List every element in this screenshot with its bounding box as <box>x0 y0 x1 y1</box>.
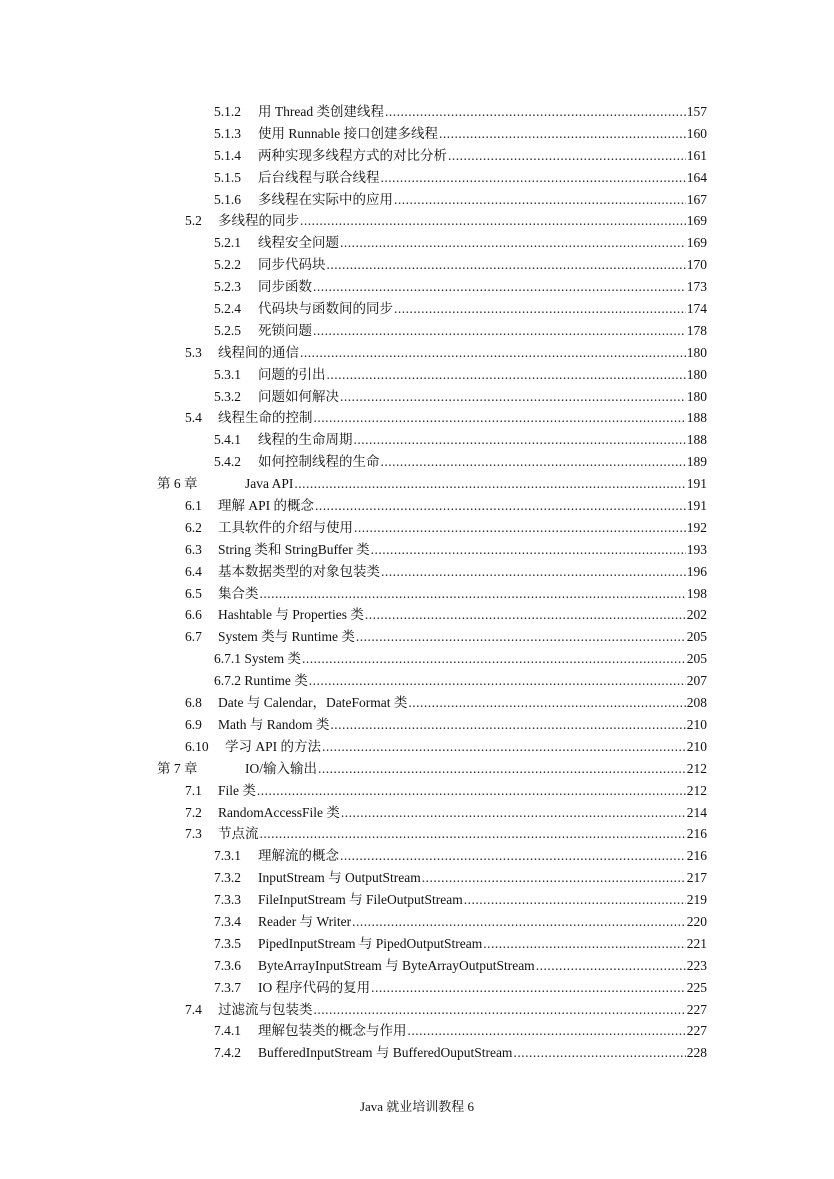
dot-leader <box>536 955 686 977</box>
toc-title: 理解 API 的概念 <box>218 498 315 514</box>
dot-leader <box>340 386 686 408</box>
toc-entry-line <box>185 604 707 626</box>
dot-leader <box>300 210 686 232</box>
toc-entry[interactable] <box>0 583 834 605</box>
toc-title: ByteArrayInputStream 与 ByteArrayOutputStream <box>258 957 535 973</box>
dot-leader <box>385 101 686 123</box>
toc-number: 7.3.4 <box>214 913 241 929</box>
toc-page-number: 191 <box>686 498 707 514</box>
toc-entry[interactable] <box>0 210 834 232</box>
toc-entry[interactable] <box>0 189 834 211</box>
toc-page-number: 169 <box>686 213 707 229</box>
dot-leader <box>314 407 686 429</box>
toc-title: 学习 API 的方法 <box>225 738 322 754</box>
toc-entry-line <box>214 364 707 386</box>
toc-entry[interactable] <box>0 758 834 780</box>
toc-entry-line <box>185 583 707 605</box>
toc-title: 用 Thread 类创建线程 <box>258 104 384 119</box>
toc-entry-line <box>185 736 707 758</box>
toc-title: 同步代码块 <box>258 257 326 273</box>
toc-number: 7.1 <box>185 782 202 798</box>
toc-entry[interactable] <box>0 561 834 583</box>
toc-entry-line <box>185 407 707 429</box>
toc-number: 5.1.4 <box>214 147 241 163</box>
dot-leader <box>260 583 686 605</box>
toc-number: 5.1.6 <box>214 191 241 207</box>
toc-entry-line <box>185 823 707 845</box>
toc-number: 6.7 <box>185 629 202 645</box>
dot-leader <box>408 692 685 714</box>
toc-number: 5.4.2 <box>214 454 241 470</box>
dot-leader <box>330 714 685 736</box>
toc-title: PipedInputStream 与 PipedOutputStream <box>258 935 483 951</box>
toc-number: 5.3.2 <box>214 388 241 404</box>
toc-title: 集合类 <box>218 585 259 601</box>
toc-page-number: 196 <box>686 563 707 579</box>
toc-title: 使用 Runnable 接口创建多线程 <box>258 125 438 141</box>
toc-page-number: 188 <box>686 410 707 426</box>
toc-page-number: 216 <box>686 848 707 864</box>
toc-title: InputStream 与 OutputStream <box>258 870 421 886</box>
toc-entry-line <box>214 189 707 211</box>
toc-entry[interactable] <box>0 386 834 408</box>
toc-entry[interactable] <box>0 670 834 692</box>
toc-entry[interactable] <box>0 364 834 386</box>
toc-title: 6.7.1 System 类 <box>214 651 302 667</box>
dot-leader <box>322 736 686 758</box>
toc-title: BufferedInputStream 与 BufferedOuputStream <box>258 1045 513 1061</box>
toc-title: 多线程在实际中的应用 <box>258 191 393 207</box>
toc-entry-line <box>214 386 707 408</box>
toc-entry[interactable] <box>0 1020 834 1042</box>
toc-entry[interactable] <box>0 254 834 276</box>
toc-title: FileInputStream 与 FileOutputStream <box>258 892 463 908</box>
dot-leader <box>381 167 686 189</box>
toc-title: 后台线程与联合线程 <box>258 169 380 185</box>
toc-number: 6.5 <box>185 585 202 601</box>
toc-page-number: 205 <box>686 629 707 645</box>
toc-title: Java API <box>245 476 294 492</box>
toc-page-number: 160 <box>686 125 707 141</box>
toc-entry[interactable] <box>0 867 834 889</box>
toc-number: 7.4.2 <box>214 1045 241 1061</box>
toc-page-number: 225 <box>686 979 707 995</box>
toc-page-number: 210 <box>686 738 707 754</box>
dot-leader <box>381 561 686 583</box>
dot-leader <box>318 758 686 780</box>
toc-entry[interactable] <box>0 714 834 736</box>
toc-entry-line <box>185 626 707 648</box>
toc-page-number: 217 <box>686 870 707 886</box>
toc-number: 7.2 <box>185 804 202 820</box>
toc-page-number: 227 <box>686 1023 707 1039</box>
toc-page-number: 173 <box>686 279 707 295</box>
dot-leader <box>448 145 686 167</box>
toc-title: Hashtable 与 Properties 类 <box>218 607 364 623</box>
toc-page-number: 223 <box>686 957 707 973</box>
toc-title: 过滤流与包装类 <box>218 1001 313 1017</box>
toc-number: 5.2.3 <box>214 279 241 295</box>
toc-entry[interactable] <box>0 429 834 451</box>
toc-page-number: 228 <box>686 1045 707 1061</box>
dot-leader <box>327 364 686 386</box>
toc-number: 6.2 <box>185 519 202 535</box>
toc-entry-line <box>185 561 707 583</box>
toc-page-number: 210 <box>686 716 707 732</box>
dot-leader <box>356 626 686 648</box>
toc-page-number: 164 <box>686 169 707 185</box>
toc-title: System 类与 Runtime 类 <box>218 629 355 645</box>
toc-page-number: 205 <box>686 651 707 667</box>
toc-page-number: 212 <box>686 782 707 798</box>
toc-number: 7.3.1 <box>214 848 241 864</box>
toc-entry[interactable] <box>0 802 834 824</box>
toc-page-number: 174 <box>686 301 707 317</box>
dot-leader <box>341 802 686 824</box>
dot-leader <box>257 780 686 802</box>
toc-entry[interactable] <box>0 517 834 539</box>
toc-entry[interactable] <box>0 889 834 911</box>
dot-leader <box>294 473 685 495</box>
toc-page-number: 212 <box>686 760 707 776</box>
toc-entry-line <box>214 276 707 298</box>
toc-page-number: 188 <box>686 432 707 448</box>
toc-entry[interactable] <box>0 101 834 123</box>
toc-entry-line <box>214 254 707 276</box>
toc-entry[interactable] <box>0 736 834 758</box>
dot-leader <box>439 123 686 145</box>
dot-leader <box>371 539 686 561</box>
toc-entry[interactable] <box>0 692 834 714</box>
toc-number: 5.4.1 <box>214 432 241 448</box>
toc-page-number: 191 <box>686 476 707 492</box>
toc-title: 6.7.2 Runtime 类 <box>214 673 308 689</box>
dot-leader <box>302 648 686 670</box>
dot-leader <box>408 1020 686 1042</box>
toc-title: 同步函数 <box>258 279 312 295</box>
toc-page-number: 220 <box>686 913 707 929</box>
toc-entry[interactable] <box>0 167 834 189</box>
toc-number: 5.2.2 <box>214 257 241 273</box>
toc-number: 7.3.5 <box>214 935 241 951</box>
toc-entry[interactable] <box>0 232 834 254</box>
toc-entry-line <box>214 232 707 254</box>
toc-entry-line <box>185 999 707 1021</box>
toc-entry-line <box>185 714 707 736</box>
toc-entry-line <box>157 758 707 780</box>
dot-leader <box>300 342 686 364</box>
toc-entry[interactable] <box>0 451 834 473</box>
toc-title: Reader 与 Writer <box>258 913 352 929</box>
toc-page-number: 170 <box>686 257 707 273</box>
dot-leader <box>394 189 686 211</box>
toc-title: 工具软件的介绍与使用 <box>218 519 353 535</box>
toc-entry-line <box>214 1042 707 1064</box>
toc-entry-line <box>214 451 707 473</box>
toc-entry-line <box>157 473 707 495</box>
toc-number: 7.3.6 <box>214 957 241 973</box>
toc-number: 5.1.2 <box>214 104 241 119</box>
toc-title: 多线程的同步 <box>218 213 299 229</box>
toc-title: IO/输入输出 <box>245 760 317 776</box>
toc-entry[interactable] <box>0 320 834 342</box>
toc-entry-line <box>214 320 707 342</box>
toc-page-number: 180 <box>686 344 707 360</box>
toc-entry[interactable] <box>0 648 834 670</box>
toc-entry-line <box>214 867 707 889</box>
toc-page-number: 189 <box>686 454 707 470</box>
toc-entry[interactable] <box>0 977 834 999</box>
toc-entry[interactable] <box>0 407 834 429</box>
toc-title: 线程的生命周期 <box>258 432 353 448</box>
dot-leader <box>483 933 686 955</box>
dot-leader <box>354 517 686 539</box>
toc-number: 7.3.7 <box>214 979 241 995</box>
toc-number: 7.3.3 <box>214 892 241 908</box>
dot-leader <box>327 254 686 276</box>
toc-title: 线程生命的控制 <box>218 410 313 426</box>
toc-page-number: 207 <box>686 673 707 689</box>
toc-page-number: 192 <box>686 519 707 535</box>
dot-leader <box>464 889 686 911</box>
toc-entry-line <box>185 342 707 364</box>
toc-number: 5.2.4 <box>214 301 241 317</box>
dot-leader <box>340 232 686 254</box>
toc-entry-line <box>214 429 707 451</box>
dot-leader <box>352 911 686 933</box>
toc-title: IO 程序代码的复用 <box>258 979 371 995</box>
toc-page-number: 161 <box>686 147 707 163</box>
dot-leader <box>313 320 686 342</box>
toc-entry[interactable] <box>0 298 834 320</box>
toc-entry-line <box>214 123 707 145</box>
toc-title: 理解流的概念 <box>258 848 339 864</box>
toc-entry[interactable] <box>0 604 834 626</box>
toc-number: 6.1 <box>185 498 202 514</box>
toc-entry[interactable] <box>0 342 834 364</box>
toc-title: 理解包装类的概念与作用 <box>258 1023 407 1039</box>
toc-entry-line <box>185 517 707 539</box>
toc-entry-line <box>214 1020 707 1042</box>
toc-entry-line <box>214 977 707 999</box>
toc-page-number: 178 <box>686 322 707 338</box>
toc-number: 6.9 <box>185 716 202 732</box>
toc-entry[interactable] <box>0 123 834 145</box>
toc-entry[interactable] <box>0 845 834 867</box>
toc-page-number: 202 <box>686 607 707 623</box>
toc-entry[interactable] <box>0 145 834 167</box>
toc-number: 5.2.1 <box>214 235 241 251</box>
toc-number: 7.3 <box>185 826 202 842</box>
toc-page-number: 180 <box>686 388 707 404</box>
toc-page-number: 219 <box>686 892 707 908</box>
toc-entry-line <box>214 298 707 320</box>
dot-leader <box>309 670 686 692</box>
dot-leader <box>340 845 686 867</box>
toc-number: 5.1.3 <box>214 125 241 141</box>
toc-entry[interactable] <box>0 933 834 955</box>
toc-page-number: 180 <box>686 366 707 382</box>
toc-entry-line <box>214 648 707 670</box>
toc-number: 7.4.1 <box>214 1023 241 1039</box>
toc-entry-line <box>214 145 707 167</box>
toc-entry[interactable] <box>0 626 834 648</box>
dot-leader <box>513 1042 685 1064</box>
toc-title: 问题如何解决 <box>258 388 339 404</box>
toc-title: 两种实现多线程方式的对比分析 <box>258 147 447 163</box>
dot-leader <box>371 977 686 999</box>
toc-page-number: 193 <box>686 541 707 557</box>
toc-title: 如何控制线程的生命 <box>258 454 380 470</box>
toc-entry-line <box>185 210 707 232</box>
dot-leader <box>381 451 686 473</box>
dot-leader <box>314 999 686 1021</box>
toc-number: 6.4 <box>185 563 202 579</box>
toc-page-number: 227 <box>686 1001 707 1017</box>
toc-title: 死锁问题 <box>258 322 312 338</box>
toc-title: 节点流 <box>218 826 259 842</box>
toc-title: RandomAccessFile 类 <box>218 804 340 820</box>
toc-title: 问题的引出 <box>258 366 326 382</box>
toc-title: 代码块与函数间的同步 <box>258 301 393 317</box>
toc-title: Math 与 Random 类 <box>218 716 330 732</box>
toc-entry-line <box>214 889 707 911</box>
toc-page-number: 214 <box>686 804 707 820</box>
toc-number: 5.1.5 <box>214 169 241 185</box>
dot-leader <box>354 429 686 451</box>
toc-page-number: 221 <box>686 935 707 951</box>
toc-number: 第 7 章 <box>157 760 198 776</box>
toc-entry[interactable] <box>0 911 834 933</box>
dot-leader <box>260 823 686 845</box>
toc-number: 5.3.1 <box>214 366 241 382</box>
toc-entry[interactable] <box>0 473 834 495</box>
toc-number: 5.4 <box>185 410 202 426</box>
toc-title: File 类 <box>218 782 256 798</box>
toc-entry-line <box>214 167 707 189</box>
table-of-contents <box>0 101 834 1064</box>
toc-title: 基本数据类型的对象包装类 <box>218 563 380 579</box>
toc-entry-line <box>214 955 707 977</box>
toc-entry[interactable] <box>0 823 834 845</box>
toc-number: 6.10 <box>185 738 209 754</box>
toc-page-number: 216 <box>686 826 707 842</box>
toc-title: 线程安全问题 <box>258 235 339 251</box>
dot-leader <box>365 604 686 626</box>
toc-entry-line <box>185 539 707 561</box>
toc-title: String 类和 StringBuffer 类 <box>218 541 370 557</box>
toc-entry[interactable] <box>0 780 834 802</box>
toc-entry[interactable] <box>0 955 834 977</box>
toc-entry-line <box>185 802 707 824</box>
toc-page-number: 157 <box>686 104 707 119</box>
toc-page-number: 208 <box>686 695 707 711</box>
dot-leader <box>422 867 686 889</box>
toc-number: 7.4 <box>185 1001 202 1017</box>
toc-title: Date 与 Calendar，DateFormat 类 <box>218 695 408 711</box>
toc-entry-line <box>214 670 707 692</box>
page-footer: Java 就业培训教程 6 <box>359 1099 475 1114</box>
toc-entry[interactable] <box>0 1042 834 1064</box>
toc-entry[interactable] <box>0 495 834 517</box>
toc-number: 6.6 <box>185 607 202 623</box>
toc-entry-line <box>185 780 707 802</box>
toc-number: 5.2.5 <box>214 322 241 338</box>
toc-entry-line <box>214 911 707 933</box>
dot-leader <box>394 298 686 320</box>
toc-entry-line <box>214 101 707 123</box>
toc-entry[interactable] <box>0 539 834 561</box>
toc-number: 5.3 <box>185 344 202 360</box>
toc-title: 线程间的通信 <box>218 344 299 360</box>
toc-page-number: 167 <box>686 191 707 207</box>
toc-entry[interactable] <box>0 999 834 1021</box>
dot-leader <box>315 495 686 517</box>
toc-page-number: 198 <box>686 585 707 601</box>
toc-entry-line <box>185 495 707 517</box>
dot-leader <box>313 276 686 298</box>
toc-number: 7.3.2 <box>214 870 241 886</box>
toc-number: 第 6 章 <box>157 476 198 492</box>
toc-entry-line <box>214 933 707 955</box>
toc-entry-line <box>214 845 707 867</box>
toc-number: 5.2 <box>185 213 202 229</box>
toc-number: 6.8 <box>185 695 202 711</box>
toc-entry[interactable] <box>0 276 834 298</box>
toc-page-number: 169 <box>686 235 707 251</box>
toc-number: 6.3 <box>185 541 202 557</box>
toc-entry-line <box>185 692 707 714</box>
